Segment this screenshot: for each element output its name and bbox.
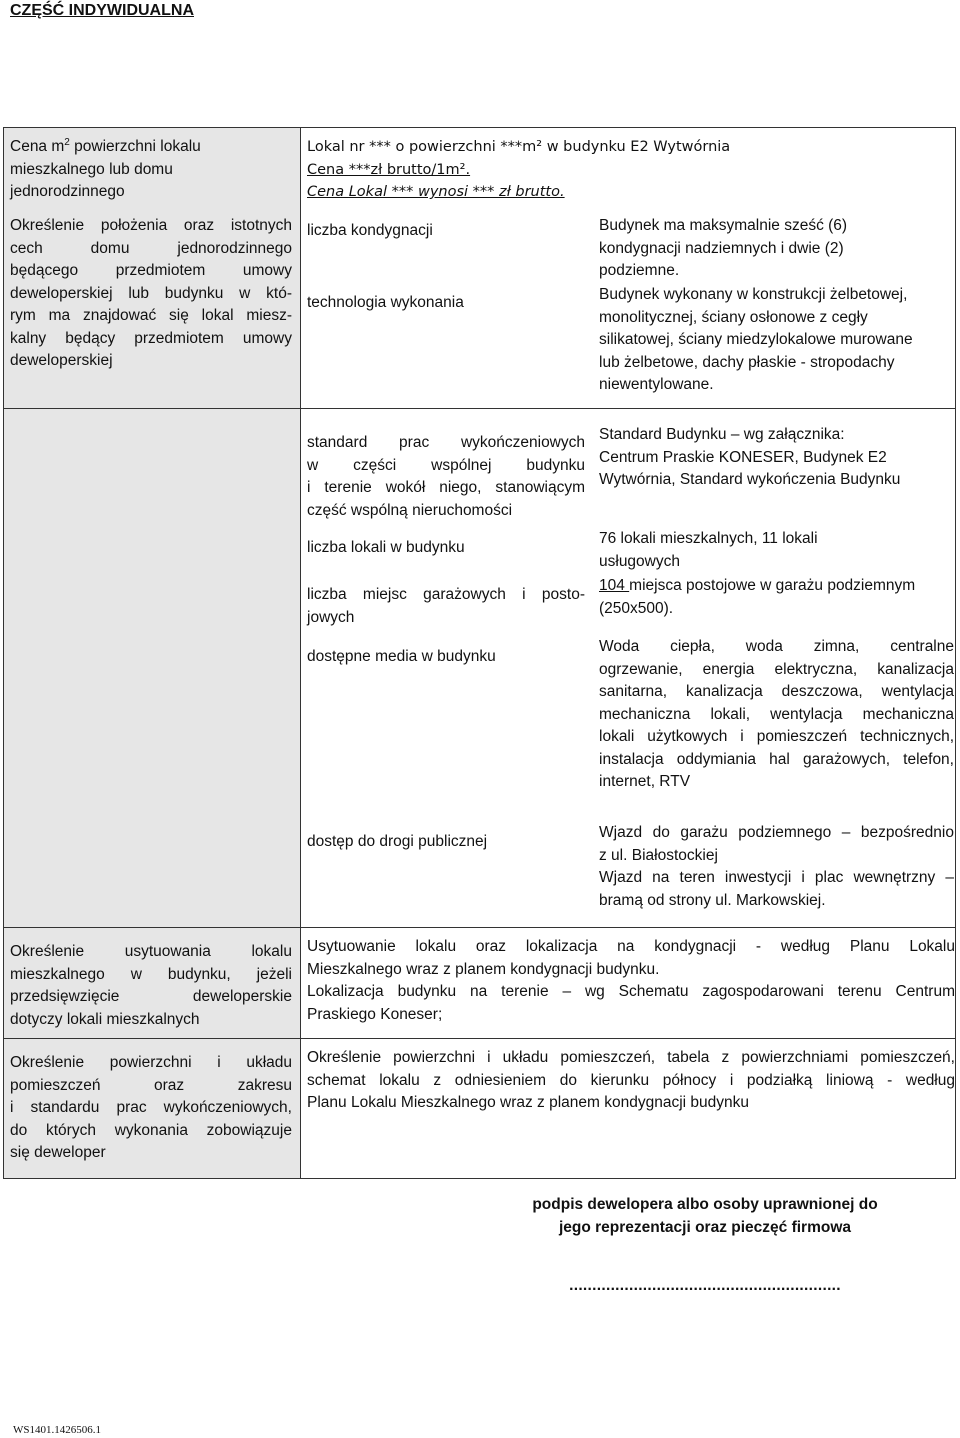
parking-label: liczba miejsc garażowych i posto- jowych bbox=[307, 586, 585, 626]
area-value: Określenie powierzchni i układu pomieszczeń, tabela z powierzchniami pomieszczeń, schemat lokalu z odniesieniem do kierunku północy i podziałką liniową - według Planu Lokalu Mieszkalnego wraz z planem kondygnacji budynku bbox=[307, 1049, 955, 1111]
parking-value: 104 miejsca postojowe w garażu podziemnym (250x500). bbox=[599, 577, 916, 617]
price-label: Cena $m^2$ powierzchni lokalu mieszkalnego lub domu jednorodzinnego bbox=[10, 136, 201, 200]
road-access-label: dostęp do drogi publicznej bbox=[307, 833, 488, 850]
signature-line: ........................................................... bbox=[569, 1277, 841, 1294]
row-divider bbox=[3, 408, 956, 409]
units-value: 76 lokali mieszkalnych, 11 lokali usługowych bbox=[599, 530, 818, 570]
row-divider bbox=[3, 1038, 956, 1039]
units-label: liczba lokali w budynku bbox=[307, 539, 465, 556]
row-divider bbox=[3, 927, 956, 928]
standard-label: standard prac wykończeniowych w części wspólnej budynku i terenie wokół niego, stanowiącym część wspólną nieruchomości bbox=[307, 434, 585, 519]
floors-label: liczba kondygnacji bbox=[307, 222, 433, 239]
media-label: dostępne media w budynku bbox=[307, 648, 496, 665]
technology-value: Budynek wykonany w konstrukcji żelbetowej, monolitycznej, ściany osłonowe z cegły silikatowej, ściany miedzylokalowe murowane lub żelbetowe, dachy płaskie - stropodachy niewentylowane. bbox=[599, 286, 913, 393]
section-heading: CZĘŚĆ INDYWIDUALNA bbox=[10, 2, 194, 19]
document-id: WS1401.1426506.1 bbox=[13, 1424, 101, 1436]
floors-value: Budynek ma maksymalnie sześć (6) kondygnacji nadziemnych i dwie (2) podziemne. bbox=[599, 217, 848, 279]
signature-caption: podpis dewelopera albo osoby uprawnionej do jego reprezentacji oraz pieczęć firmowa bbox=[532, 1196, 878, 1236]
area-label: Określenie powierzchni i układu pomieszczeń oraz zakresu i standardu prac wykończeniowych, do których wykonania zobowiązuje się deweloper bbox=[10, 1054, 292, 1161]
placement-label: Określenie usytuowania lokalu mieszkalnego w budynku, jeżeli przedsięwzięcie deweloperskie dotyczy lokali mieszkalnych bbox=[10, 943, 292, 1028]
road-access-value: Wjazd do garażu podziemnego – bezpośrednio z ul. Białostockiej Wjazd na teren inwestycji i plac wewnętrzny – bramą od strony ul. Markowskiej. bbox=[599, 824, 954, 909]
standard-value: Standard Budynku – wg załącznika: Centrum Praskie KONESER, Budynek E2 Wytwórnia, Standard wykończenia Budynku bbox=[599, 426, 901, 488]
technology-label: technologia wykonania bbox=[307, 294, 464, 311]
media-value: Woda ciepła, woda zimna, centralne ogrzewanie, energia elektryczna, kanalizacja sanitarna, kanalizacja deszczowa, wentylacja mechaniczna lokali, wentylacja mechaniczna lokali użytkowych i pomieszczeń technicznych, instalacja oddymiania hal garażowych, telefon, internet, RTV bbox=[599, 638, 954, 790]
placement-value: Usytuowanie lokalu oraz lokalizacja na kondygnacji - według Planu Lokalu Mieszkalnego wraz z planem kondygnacji budynku. Lokalizacja budynku na terenie – wg Schematu zagospodarowani terenu Centrum Praskiego Koneser; bbox=[307, 938, 955, 1023]
price-details: Lokal nr *** o powierzchni ***m² w budynku E2 Wytwórnia Cena ***zł brutto/1m². Cena Lokal *** wynosi *** zł brutto. bbox=[307, 139, 731, 200]
location-label: Określenie położenia oraz istotnych cech domu jednorodzinnego będącego przedmiotem umowy deweloperskiej lub budynku w któ- rym ma znajdować się lokal miesz- kalny będący przedmiotem umowy deweloperskiej bbox=[10, 217, 292, 369]
